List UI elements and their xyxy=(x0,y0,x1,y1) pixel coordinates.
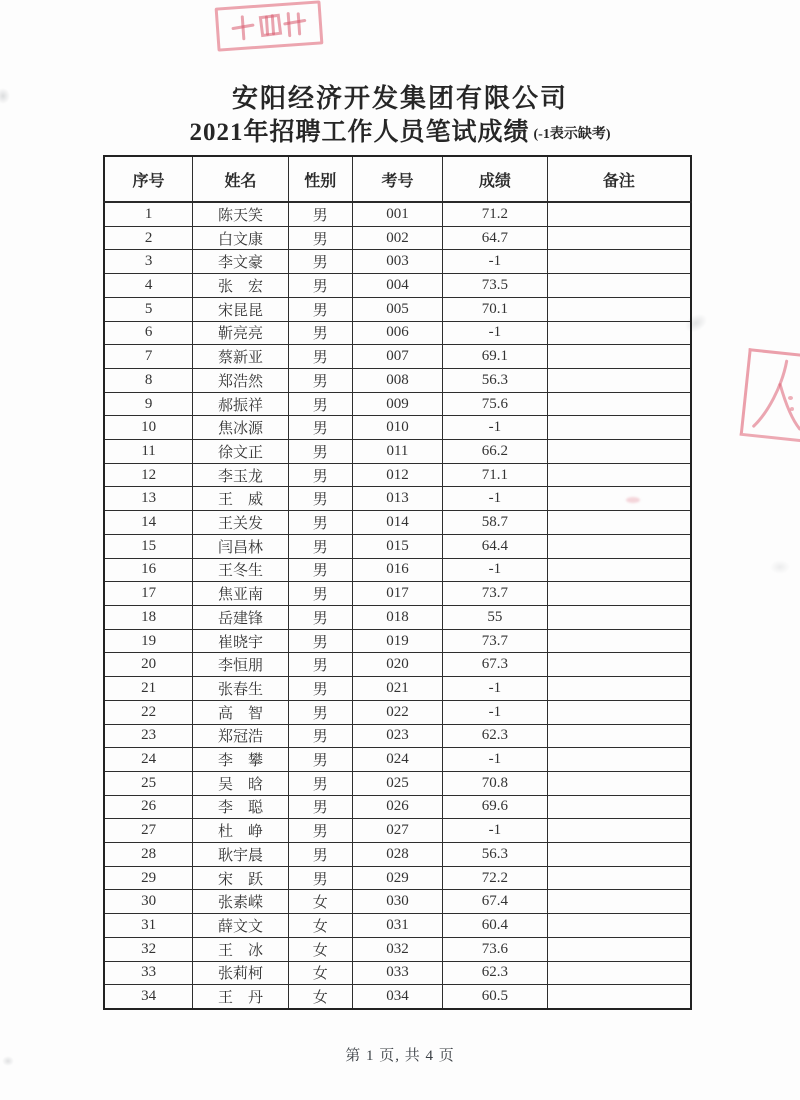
cell-index: 20 xyxy=(104,653,193,677)
cell-exam_no: 006 xyxy=(352,321,442,345)
cell-score: 70.1 xyxy=(443,297,547,321)
cell-gender: 男 xyxy=(288,677,352,701)
cell-gender: 男 xyxy=(288,605,352,629)
cell-exam_no: 032 xyxy=(352,937,442,961)
cell-name: 吴 晗 xyxy=(193,771,289,795)
cell-score: 73.7 xyxy=(443,582,547,606)
cell-score: 60.5 xyxy=(443,985,547,1009)
document-subtitle xyxy=(0,112,800,148)
cell-exam_no: 004 xyxy=(352,274,442,298)
cell-exam_no: 024 xyxy=(352,748,442,772)
cell-exam_no: 030 xyxy=(352,890,442,914)
cell-score: 62.3 xyxy=(443,961,547,985)
table-row xyxy=(104,534,691,558)
cell-index: 12 xyxy=(104,463,193,487)
cell-gender: 女 xyxy=(288,961,352,985)
cell-index: 24 xyxy=(104,748,193,772)
cell-exam_no: 031 xyxy=(352,914,442,938)
cell-gender: 男 xyxy=(288,274,352,298)
cell-index: 18 xyxy=(104,605,193,629)
subtitle-note: (-1表示缺考) xyxy=(533,127,611,142)
cell-index: 14 xyxy=(104,511,193,535)
table-row xyxy=(104,368,691,392)
cell-exam_no: 016 xyxy=(352,558,442,582)
cell-gender: 女 xyxy=(288,890,352,914)
cell-name: 陈天笑 xyxy=(193,202,289,226)
cell-score: 73.6 xyxy=(443,937,547,961)
table-row xyxy=(104,511,691,535)
cell-index: 22 xyxy=(104,700,193,724)
cell-gender: 男 xyxy=(288,748,352,772)
cell-index: 34 xyxy=(104,985,193,1009)
column-header-name: 姓名 xyxy=(193,156,289,202)
cell-index: 4 xyxy=(104,274,193,298)
company-title: 安阳经济开发集团有限公司 xyxy=(231,84,568,113)
cell-index: 3 xyxy=(104,250,193,274)
cell-remark xyxy=(547,534,691,558)
cell-score: 58.7 xyxy=(443,511,547,535)
cell-name: 岳建锋 xyxy=(193,605,289,629)
cell-score: 67.3 xyxy=(443,653,547,677)
cell-name: 蔡新亚 xyxy=(193,345,289,369)
table-row xyxy=(104,582,691,606)
cell-gender: 女 xyxy=(288,985,352,1009)
column-header-gender: 性别 xyxy=(288,156,352,202)
cell-score: -1 xyxy=(443,748,547,772)
cell-gender: 男 xyxy=(288,202,352,226)
cell-score: 66.2 xyxy=(443,440,547,464)
cell-exam_no: 008 xyxy=(352,368,442,392)
cell-name: 杜 峥 xyxy=(193,819,289,843)
cell-gender: 男 xyxy=(288,368,352,392)
cell-remark xyxy=(547,321,691,345)
stamp-glyph-strokes xyxy=(218,4,320,49)
cell-index: 2 xyxy=(104,226,193,250)
column-header-exam_no: 考号 xyxy=(352,156,442,202)
cell-gender: 男 xyxy=(288,487,352,511)
table-row xyxy=(104,487,691,511)
cell-score: -1 xyxy=(443,700,547,724)
cell-gender: 男 xyxy=(288,226,352,250)
cell-index: 27 xyxy=(104,819,193,843)
cell-exam_no: 012 xyxy=(352,463,442,487)
cell-score: -1 xyxy=(443,558,547,582)
cell-name: 闫昌林 xyxy=(193,534,289,558)
column-header-remark: 备注 xyxy=(547,156,691,202)
cell-exam_no: 014 xyxy=(352,511,442,535)
cell-score: 71.1 xyxy=(443,463,547,487)
cell-remark xyxy=(547,440,691,464)
cell-score: 69.1 xyxy=(443,345,547,369)
scan-smudge xyxy=(770,560,790,574)
cell-name: 焦亚南 xyxy=(193,582,289,606)
cell-remark xyxy=(547,582,691,606)
cell-gender: 男 xyxy=(288,582,352,606)
cell-score: -1 xyxy=(443,416,547,440)
cell-index: 30 xyxy=(104,890,193,914)
cell-index: 9 xyxy=(104,392,193,416)
cell-remark xyxy=(547,629,691,653)
cell-name: 李 攀 xyxy=(193,748,289,772)
cell-gender: 男 xyxy=(288,250,352,274)
cell-index: 13 xyxy=(104,487,193,511)
cell-gender: 男 xyxy=(288,321,352,345)
cell-remark xyxy=(547,274,691,298)
cell-remark xyxy=(547,416,691,440)
table-row xyxy=(104,297,691,321)
cell-name: 张 宏 xyxy=(193,274,289,298)
cell-exam_no: 022 xyxy=(352,700,442,724)
cell-score: 62.3 xyxy=(443,724,547,748)
table-row xyxy=(104,440,691,464)
cell-name: 王 丹 xyxy=(193,985,289,1009)
cell-exam_no: 007 xyxy=(352,345,442,369)
cell-exam_no: 017 xyxy=(352,582,442,606)
table-row xyxy=(104,416,691,440)
cell-exam_no: 011 xyxy=(352,440,442,464)
cell-remark xyxy=(547,890,691,914)
cell-score: 73.7 xyxy=(443,629,547,653)
table-row xyxy=(104,558,691,582)
cell-name: 郑冠浩 xyxy=(193,724,289,748)
cell-gender: 男 xyxy=(288,440,352,464)
subtitle-text: 2021年招聘工作人员笔试成绩 xyxy=(189,119,530,146)
cell-index: 7 xyxy=(104,345,193,369)
cell-score: -1 xyxy=(443,321,547,345)
cell-name: 宋 跃 xyxy=(193,866,289,890)
table-row xyxy=(104,226,691,250)
table-row xyxy=(104,700,691,724)
cell-gender: 男 xyxy=(288,700,352,724)
cell-exam_no: 020 xyxy=(352,653,442,677)
table-header-row xyxy=(104,156,691,202)
cell-remark xyxy=(547,392,691,416)
cell-name: 李玉龙 xyxy=(193,463,289,487)
cell-exam_no: 025 xyxy=(352,771,442,795)
cell-score: 56.3 xyxy=(443,368,547,392)
cell-index: 26 xyxy=(104,795,193,819)
cell-remark xyxy=(547,914,691,938)
cell-index: 33 xyxy=(104,961,193,985)
column-header-index: 序号 xyxy=(104,156,193,202)
cell-gender: 男 xyxy=(288,534,352,558)
cell-exam_no: 028 xyxy=(352,843,442,867)
cell-gender: 女 xyxy=(288,937,352,961)
table-row xyxy=(104,250,691,274)
cell-remark xyxy=(547,677,691,701)
red-ink-dot xyxy=(788,396,793,400)
cell-gender: 男 xyxy=(288,558,352,582)
table-row xyxy=(104,653,691,677)
cell-remark xyxy=(547,345,691,369)
results-table xyxy=(103,155,692,1010)
cell-score: 60.4 xyxy=(443,914,547,938)
cell-remark xyxy=(547,558,691,582)
cell-score: 73.5 xyxy=(443,274,547,298)
table-row xyxy=(104,890,691,914)
cell-exam_no: 019 xyxy=(352,629,442,653)
cell-score: 69.6 xyxy=(443,795,547,819)
cell-score: 67.4 xyxy=(443,890,547,914)
cell-gender: 男 xyxy=(288,866,352,890)
column-header-score: 成绩 xyxy=(443,156,547,202)
cell-exam_no: 001 xyxy=(352,202,442,226)
cell-gender: 男 xyxy=(288,511,352,535)
cell-remark xyxy=(547,961,691,985)
cell-remark xyxy=(547,748,691,772)
cell-remark xyxy=(547,250,691,274)
cell-score: -1 xyxy=(443,487,547,511)
cell-name: 焦冰源 xyxy=(193,416,289,440)
cell-exam_no: 021 xyxy=(352,677,442,701)
table-row xyxy=(104,274,691,298)
cell-gender: 男 xyxy=(288,392,352,416)
cell-index: 15 xyxy=(104,534,193,558)
cell-gender: 男 xyxy=(288,463,352,487)
cell-name: 李文豪 xyxy=(193,250,289,274)
cell-score: 71.2 xyxy=(443,202,547,226)
cell-index: 23 xyxy=(104,724,193,748)
table-row xyxy=(104,961,691,985)
cell-score: 72.2 xyxy=(443,866,547,890)
cell-score: 64.7 xyxy=(443,226,547,250)
cell-score: 55 xyxy=(443,605,547,629)
cell-exam_no: 033 xyxy=(352,961,442,985)
table-row xyxy=(104,392,691,416)
table-row xyxy=(104,795,691,819)
cell-remark xyxy=(547,937,691,961)
table-row xyxy=(104,914,691,938)
cell-exam_no: 034 xyxy=(352,985,442,1009)
table-row xyxy=(104,677,691,701)
page-number: 第 1 页, 共 4 页 xyxy=(345,1048,455,1064)
cell-index: 11 xyxy=(104,440,193,464)
cell-exam_no: 005 xyxy=(352,297,442,321)
cell-name: 白文康 xyxy=(193,226,289,250)
table-row xyxy=(104,724,691,748)
cell-exam_no: 026 xyxy=(352,795,442,819)
cell-exam_no: 029 xyxy=(352,866,442,890)
cell-remark xyxy=(547,368,691,392)
cell-gender: 男 xyxy=(288,345,352,369)
table-row xyxy=(104,866,691,890)
cell-name: 宋昆昆 xyxy=(193,297,289,321)
cell-remark xyxy=(547,843,691,867)
red-ink-dot xyxy=(790,407,794,411)
cell-remark xyxy=(547,795,691,819)
cell-name: 李 聪 xyxy=(193,795,289,819)
results-table-body xyxy=(104,202,691,1009)
cell-name: 张春生 xyxy=(193,677,289,701)
cell-index: 28 xyxy=(104,843,193,867)
cell-exam_no: 018 xyxy=(352,605,442,629)
cell-name: 崔晓宇 xyxy=(193,629,289,653)
table-row xyxy=(104,463,691,487)
cell-remark xyxy=(547,297,691,321)
cell-name: 徐文正 xyxy=(193,440,289,464)
cell-index: 32 xyxy=(104,937,193,961)
cell-index: 31 xyxy=(104,914,193,938)
cell-remark xyxy=(547,487,691,511)
cell-index: 21 xyxy=(104,677,193,701)
cell-name: 张莉柯 xyxy=(193,961,289,985)
cell-remark xyxy=(547,653,691,677)
cell-name: 王冬生 xyxy=(193,558,289,582)
cell-score: -1 xyxy=(443,250,547,274)
cell-index: 8 xyxy=(104,368,193,392)
cell-score: 64.4 xyxy=(443,534,547,558)
cell-exam_no: 010 xyxy=(352,416,442,440)
cell-index: 25 xyxy=(104,771,193,795)
cell-index: 19 xyxy=(104,629,193,653)
cell-remark xyxy=(547,511,691,535)
cell-name: 耿宇晨 xyxy=(193,843,289,867)
cell-name: 薛文文 xyxy=(193,914,289,938)
cell-name: 郝振祥 xyxy=(193,392,289,416)
cell-exam_no: 003 xyxy=(352,250,442,274)
cell-remark xyxy=(547,463,691,487)
table-row xyxy=(104,843,691,867)
cell-remark xyxy=(547,605,691,629)
cell-name: 王 冰 xyxy=(193,937,289,961)
cell-index: 16 xyxy=(104,558,193,582)
table-row xyxy=(104,985,691,1009)
cell-name: 郑浩然 xyxy=(193,368,289,392)
cell-gender: 男 xyxy=(288,843,352,867)
cell-index: 29 xyxy=(104,866,193,890)
cell-remark xyxy=(547,985,691,1009)
cell-remark xyxy=(547,819,691,843)
cell-remark xyxy=(547,700,691,724)
cell-score: 56.3 xyxy=(443,843,547,867)
cell-score: -1 xyxy=(443,677,547,701)
cell-index: 10 xyxy=(104,416,193,440)
table-row xyxy=(104,629,691,653)
cell-remark xyxy=(547,771,691,795)
cell-gender: 男 xyxy=(288,653,352,677)
red-stamp-top-icon xyxy=(215,0,324,51)
cell-remark xyxy=(547,866,691,890)
cell-gender: 男 xyxy=(288,771,352,795)
cell-exam_no: 013 xyxy=(352,487,442,511)
table-row xyxy=(104,748,691,772)
cell-exam_no: 023 xyxy=(352,724,442,748)
table-row xyxy=(104,819,691,843)
cell-gender: 男 xyxy=(288,819,352,843)
cell-name: 李恒朋 xyxy=(193,653,289,677)
cell-name: 靳亮亮 xyxy=(193,321,289,345)
table-row xyxy=(104,345,691,369)
cell-gender: 男 xyxy=(288,416,352,440)
table-row xyxy=(104,937,691,961)
cell-remark xyxy=(547,724,691,748)
cell-gender: 男 xyxy=(288,795,352,819)
cell-score: -1 xyxy=(443,819,547,843)
table-row xyxy=(104,771,691,795)
cell-index: 1 xyxy=(104,202,193,226)
table-row xyxy=(104,605,691,629)
cell-score: 75.6 xyxy=(443,392,547,416)
cell-name: 张素嵘 xyxy=(193,890,289,914)
cell-remark xyxy=(547,226,691,250)
cell-exam_no: 027 xyxy=(352,819,442,843)
cell-index: 17 xyxy=(104,582,193,606)
table-row xyxy=(104,202,691,226)
cell-name: 王关发 xyxy=(193,511,289,535)
cell-score: 70.8 xyxy=(443,771,547,795)
cell-remark xyxy=(547,202,691,226)
cell-gender: 女 xyxy=(288,914,352,938)
cell-index: 5 xyxy=(104,297,193,321)
cell-name: 高 智 xyxy=(193,700,289,724)
cell-gender: 男 xyxy=(288,724,352,748)
cell-exam_no: 002 xyxy=(352,226,442,250)
cell-exam_no: 009 xyxy=(352,392,442,416)
cell-gender: 男 xyxy=(288,629,352,653)
cell-name: 王 威 xyxy=(193,487,289,511)
table-row xyxy=(104,321,691,345)
cell-index: 6 xyxy=(104,321,193,345)
cell-exam_no: 015 xyxy=(352,534,442,558)
cell-gender: 男 xyxy=(288,297,352,321)
